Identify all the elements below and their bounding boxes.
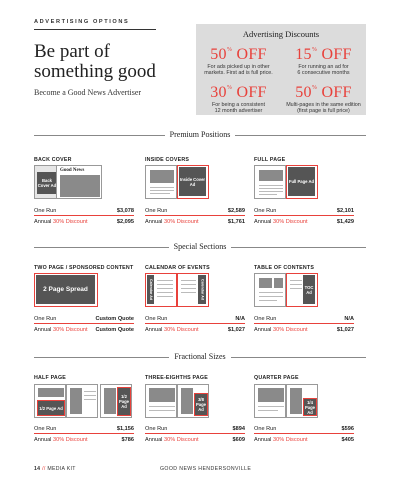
discount-desc: Multi-pages in the same edition (first page is full price) bbox=[286, 102, 361, 115]
price-row-annual: Annual 30% Discount Custom Quote bbox=[34, 327, 134, 333]
half-page-thumbnail: 1/2 Page Ad 1/2 Page Ad bbox=[34, 384, 144, 432]
two-page-thumbnail: 2 Page Spread bbox=[34, 273, 144, 321]
discount-item bbox=[281, 42, 366, 76]
section-title: Special Sections bbox=[169, 242, 232, 251]
column-title: TWO PAGE / SPONSORED CONTENT bbox=[34, 265, 134, 271]
price-row-one-run: One Run $2,101 bbox=[254, 208, 354, 214]
discount-title: Advertising Discounts bbox=[242, 29, 320, 39]
back-cover-thumbnail: Back Cover Ad Good News bbox=[34, 165, 144, 213]
price-row-one-run: One Run $2,589 bbox=[145, 208, 245, 214]
calendar-thumbnail: Calendar Ad Calendar Ad bbox=[145, 273, 255, 321]
headline-line-1: Be part of bbox=[34, 41, 110, 62]
eyebrow-label: ADVERTISING OPTIONS bbox=[34, 19, 130, 25]
inside-cover-thumbnail: Inside Cover Ad bbox=[145, 165, 255, 213]
column-title: CALENDAR OF EVENTS bbox=[145, 265, 210, 271]
column-title: THREE-EIGHTHS PAGE bbox=[145, 375, 208, 381]
section-title: Premium Positions bbox=[165, 130, 236, 139]
discount-desc: For running an ad for 6 consecutive months bbox=[297, 64, 350, 77]
price-row-one-run: One Run Custom Quote bbox=[34, 316, 134, 322]
discount-item bbox=[196, 42, 281, 76]
discount-percent: 50% OFF bbox=[210, 46, 267, 63]
column-title: FULL PAGE bbox=[254, 157, 286, 163]
price-row-annual: Annual 30% Discount $405 bbox=[254, 437, 354, 443]
price-row-one-run: One Run N/A bbox=[145, 316, 245, 322]
price-row-annual: Annual 30% Discount $1,761 bbox=[145, 219, 245, 225]
section-heading bbox=[34, 130, 366, 140]
column-title: HALF PAGE bbox=[34, 375, 67, 381]
toc-thumbnail: TOC Ad bbox=[254, 273, 364, 321]
footer-publication: GOOD NEWS HENDERSONVILLE bbox=[160, 466, 252, 472]
price-row-one-run: One Run $894 bbox=[145, 426, 245, 432]
price-row-annual: Annual 30% Discount $1,429 bbox=[254, 219, 354, 225]
discount-desc: For being a consistent 12 month advertiser bbox=[211, 102, 266, 115]
price-row-one-run: One Run $596 bbox=[254, 426, 354, 432]
price-row-one-run: One Run N/A bbox=[254, 316, 354, 322]
price-row-one-run: One Run $3,078 bbox=[34, 208, 134, 214]
section-title: Fractional Sizes bbox=[169, 352, 230, 361]
headline-line-2: something good bbox=[34, 61, 156, 82]
price-row-annual: Annual 30% Discount $1,027 bbox=[145, 327, 245, 333]
discount-percent: 30% OFF bbox=[210, 84, 267, 101]
column-title: INSIDE COVERS bbox=[145, 157, 190, 163]
full-page-thumbnail: Full Page Ad bbox=[254, 165, 364, 213]
discount-percent: 50% OFF bbox=[295, 84, 352, 101]
price-row-one-run: One Run $1,156 bbox=[34, 426, 134, 432]
column-title: QUARTER PAGE bbox=[254, 375, 299, 381]
three-eighths-thumbnail: 3/8 Page Ad bbox=[145, 384, 255, 432]
discount-item bbox=[281, 80, 366, 114]
discount-box bbox=[196, 24, 366, 115]
quarter-page-thumbnail: 1/4 Page Ad bbox=[254, 384, 364, 432]
discount-desc: For ads picked up in other markets. First ad is full price. bbox=[204, 64, 273, 77]
headline bbox=[34, 42, 156, 82]
discount-item bbox=[196, 80, 281, 114]
footer-page-label: 14 // MEDIA KIT bbox=[34, 466, 76, 472]
column-title: BACK COVER bbox=[34, 157, 72, 163]
price-row-annual: Annual 30% Discount $786 bbox=[34, 437, 134, 443]
eyebrow-rule bbox=[34, 29, 156, 30]
price-row-annual: Annual 30% Discount $1,027 bbox=[254, 327, 354, 333]
column-title: TABLE OF CONTENTS bbox=[254, 265, 315, 271]
section-heading bbox=[34, 242, 366, 252]
price-row-annual: Annual 30% Discount $609 bbox=[145, 437, 245, 443]
discount-percent: 15% OFF bbox=[295, 46, 352, 63]
subhead: Become a Good News Advertiser bbox=[34, 88, 142, 97]
section-heading bbox=[34, 352, 366, 362]
price-row-annual: Annual 30% Discount $2,095 bbox=[34, 219, 134, 225]
